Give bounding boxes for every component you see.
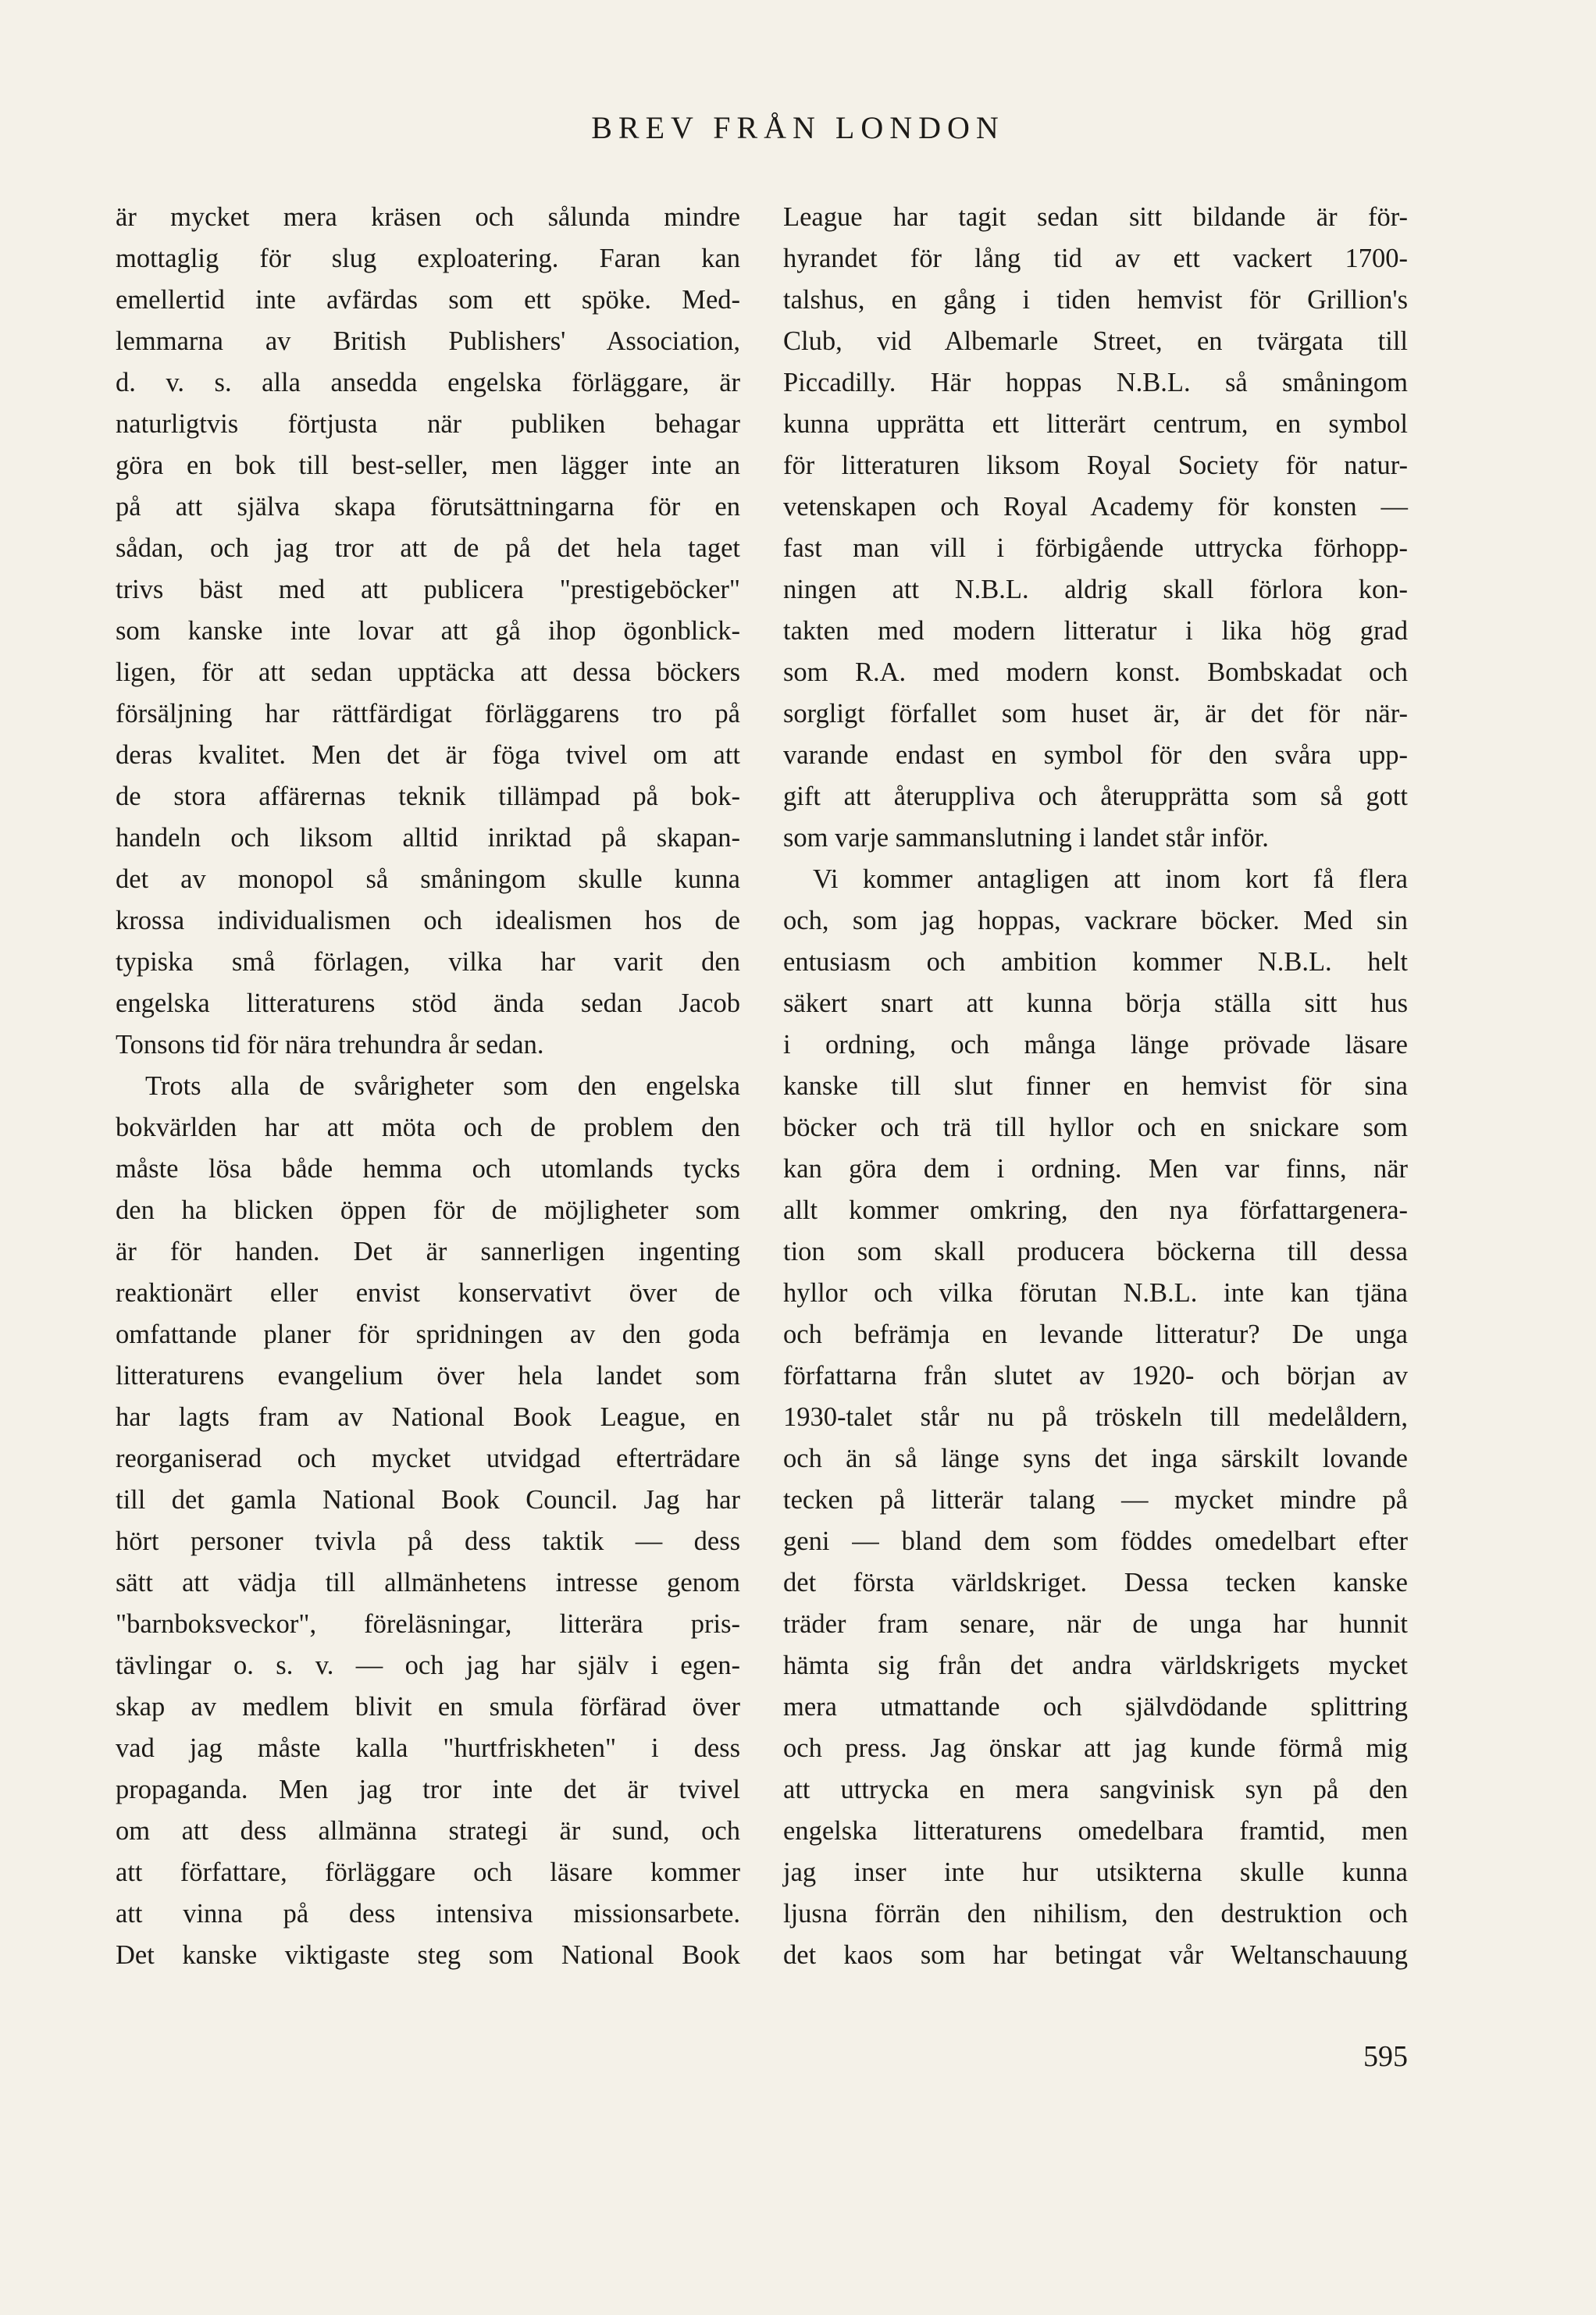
text-line: talshus, en gång i tiden hemvist för Grillion's — [783, 285, 1408, 315]
text-line: tion som skall producera böckerna till dessa — [783, 1237, 1408, 1266]
text-line: till det gamla National Book Council. Jag har — [116, 1485, 740, 1515]
text-line: på att själva skapa förutsättningarna för en — [116, 492, 740, 522]
text-line: böcker och trä till hyllor och en snickare som — [783, 1113, 1408, 1142]
text-line: lemmarna av British Publishers' Association, — [116, 326, 740, 356]
text-line: emellertid inte avfärdas som ett spöke. Med- — [116, 285, 740, 315]
text-line: sätt att vädja till allmänhetens intresse genom — [116, 1568, 740, 1597]
text-line: reorganiserad och mycket utvidgad efterträdare — [116, 1444, 740, 1473]
text-line: vad jag måste kalla "hurtfriskheten" i dess — [116, 1733, 740, 1763]
text-line: för litteraturen liksom Royal Society för natur- — [783, 451, 1408, 480]
text-line: det kaos som har betingat vår Weltanschauung — [783, 1940, 1408, 1970]
text-line: ljusna förrän den nihilism, den destruktion och — [783, 1899, 1408, 1929]
text-line: propaganda. Men jag tror inte det är tvivel — [116, 1775, 740, 1804]
text-line: ningen att N.B.L. aldrig skall förlora kon- — [783, 575, 1408, 604]
text-line: är för handen. Det är sannerligen ingenting — [116, 1237, 740, 1266]
text-line: att författare, förläggare och läsare kommer — [116, 1857, 740, 1887]
text-line: bokvärlden har att möta och de problem den — [116, 1113, 740, 1142]
text-line: engelska litteraturens omedelbara framtid, men — [783, 1816, 1408, 1846]
text-line: måste lösa både hemma och utomlands tycks — [116, 1154, 740, 1184]
text-line: ligen, för att sedan upptäcka att dessa böckers — [116, 657, 740, 687]
text-line: kan göra dem i ordning. Men var finns, när — [783, 1154, 1408, 1184]
text-line: gift att återuppliva och återupprätta som så gott — [783, 782, 1408, 811]
text-line: har lagts fram av National Book League, en — [116, 1402, 740, 1432]
text-line: kunna upprätta ett litterärt centrum, en symbol — [783, 409, 1408, 439]
text-line: hyllor och vilka förutan N.B.L. inte kan tjäna — [783, 1278, 1408, 1308]
text-line: entusiasm och ambition kommer N.B.L. helt — [783, 947, 1408, 977]
text-line: är mycket mera kräsen och sålunda mindre — [116, 202, 740, 232]
text-line: takten med modern litteratur i lika hög grad — [783, 616, 1408, 646]
text-line: som R.A. med modern konst. Bombskadat och — [783, 657, 1408, 687]
text-line: och befrämja en levande litteratur? De unga — [783, 1320, 1408, 1349]
text-line: typiska små förlagen, vilka har varit den — [116, 947, 740, 977]
text-line: 1930-talet står nu på tröskeln till medelåldern, — [783, 1402, 1408, 1432]
text-line: omfattande planer för spridningen av den goda — [116, 1320, 740, 1349]
text-line: som kanske inte lovar att gå ihop ögonblick- — [116, 616, 740, 646]
text-line: d. v. s. alla ansedda engelska förläggare, är — [116, 368, 740, 397]
text-line: reaktionärt eller envist konservativt över de — [116, 1278, 740, 1308]
text-line: litteraturens evangelium över hela landet som — [116, 1361, 740, 1391]
text-line: mottaglig för slug exploatering. Faran kan — [116, 244, 740, 273]
text-line: göra en bok till best-seller, men lägger inte an — [116, 451, 740, 480]
paragraph-first-line: Vi kommer antagligen att inom kort få flera — [813, 864, 1408, 894]
text-line: League har tagit sedan sitt bildande är för- — [783, 202, 1408, 232]
text-line: om att dess allmänna strategi är sund, och — [116, 1816, 740, 1846]
text-line: träder fram senare, när de unga har hunnit — [783, 1609, 1408, 1639]
text-line: fast man vill i förbigående uttrycka förhopp- — [783, 533, 1408, 563]
text-line: den ha blicken öppen för de möjligheter som — [116, 1195, 740, 1225]
text-line: Det kanske viktigaste steg som National Book — [116, 1940, 740, 1970]
text-line: och, som jag hoppas, vackrare böcker. Med sin — [783, 906, 1408, 935]
text-line: "barnboksveckor", föreläsningar, litterära pris- — [116, 1609, 740, 1639]
text-line: Piccadilly. Här hoppas N.B.L. så småningom — [783, 368, 1408, 397]
right-column — [783, 197, 1408, 1976]
text-line: det av monopol så småningom skulle kunna — [116, 864, 740, 894]
text-line: säkert snart att kunna börja ställa sitt hus — [783, 988, 1408, 1018]
text-line: kanske till slut finner en hemvist för sina — [783, 1071, 1408, 1101]
text-line: i ordning, och många länge prövade läsare — [783, 1030, 1408, 1060]
text-line: att uttrycka en mera sangvinisk syn på den — [783, 1775, 1408, 1804]
text-line: naturligtvis förtjusta när publiken behagar — [116, 409, 740, 439]
text-line: jag inser inte hur utsikterna skulle kunna — [783, 1857, 1408, 1887]
text-line: vetenskapen och Royal Academy för konsten — — [783, 492, 1408, 522]
text-line: sådan, och jag tror att de på det hela taget — [116, 533, 740, 563]
text-line: deras kvalitet. Men det är föga tvivel om att — [116, 740, 740, 770]
text-line: de stora affärernas teknik tillämpad på bok- — [116, 782, 740, 811]
text-line: sorgligt förfallet som huset är, är det för när- — [783, 699, 1408, 728]
text-line: geni — bland dem som föddes omedelbart efter — [783, 1526, 1408, 1556]
text-line: försäljning har rättfärdigat förläggarens tro på — [116, 699, 740, 728]
paragraph-first-line: Trots alla de svårigheter som den engelska — [145, 1071, 740, 1101]
text-line: krossa individualismen och idealismen hos de — [116, 906, 740, 935]
left-column — [116, 197, 740, 1976]
text-line: författarna från slutet av 1920- och början av — [783, 1361, 1408, 1391]
text-line: hyrandet för lång tid av ett vackert 1700- — [783, 244, 1408, 273]
text-line: hört personer tvivla på dess taktik — dess — [116, 1526, 740, 1556]
text-line: att vinna på dess intensiva missionsarbete. — [116, 1899, 740, 1929]
text-line: tävlingar o. s. v. — och jag har själv i egen- — [116, 1651, 740, 1680]
text-line: engelska litteraturens stöd ända sedan Jacob — [116, 988, 740, 1018]
text-line: allt kommer omkring, den nya författargenera- — [783, 1195, 1408, 1225]
text-line: det första världskriget. Dessa tecken kanske — [783, 1568, 1408, 1597]
text-line: trivs bäst med att publicera "prestigeböcker" — [116, 575, 740, 604]
text-line: Tonsons tid för nära trehundra år sedan. — [116, 1030, 544, 1060]
text-line: och press. Jag önskar att jag kunde förmå mig — [783, 1733, 1408, 1763]
running-title: BREV FRÅN LONDON — [591, 110, 1005, 145]
text-line: handeln och liksom alltid inriktad på skapan- — [116, 823, 740, 853]
page-number: 595 — [1363, 2040, 1408, 2073]
text-line: och än så länge syns det inga särskilt lovande — [783, 1444, 1408, 1473]
text-line: Club, vid Albemarle Street, en tvärgata till — [783, 326, 1408, 356]
text-line: skap av medlem blivit en smula förfärad över — [116, 1692, 740, 1722]
text-line: mera utmattande och självdödande splittring — [783, 1692, 1408, 1722]
text-line: som varje sammanslutning i landet står inför. — [783, 823, 1269, 853]
text-line: tecken på litterär talang — mycket mindre på — [783, 1485, 1408, 1515]
text-line: varande endast en symbol för den svåra upp- — [783, 740, 1408, 770]
text-line: hämta sig från det andra världskrigets mycket — [783, 1651, 1408, 1680]
